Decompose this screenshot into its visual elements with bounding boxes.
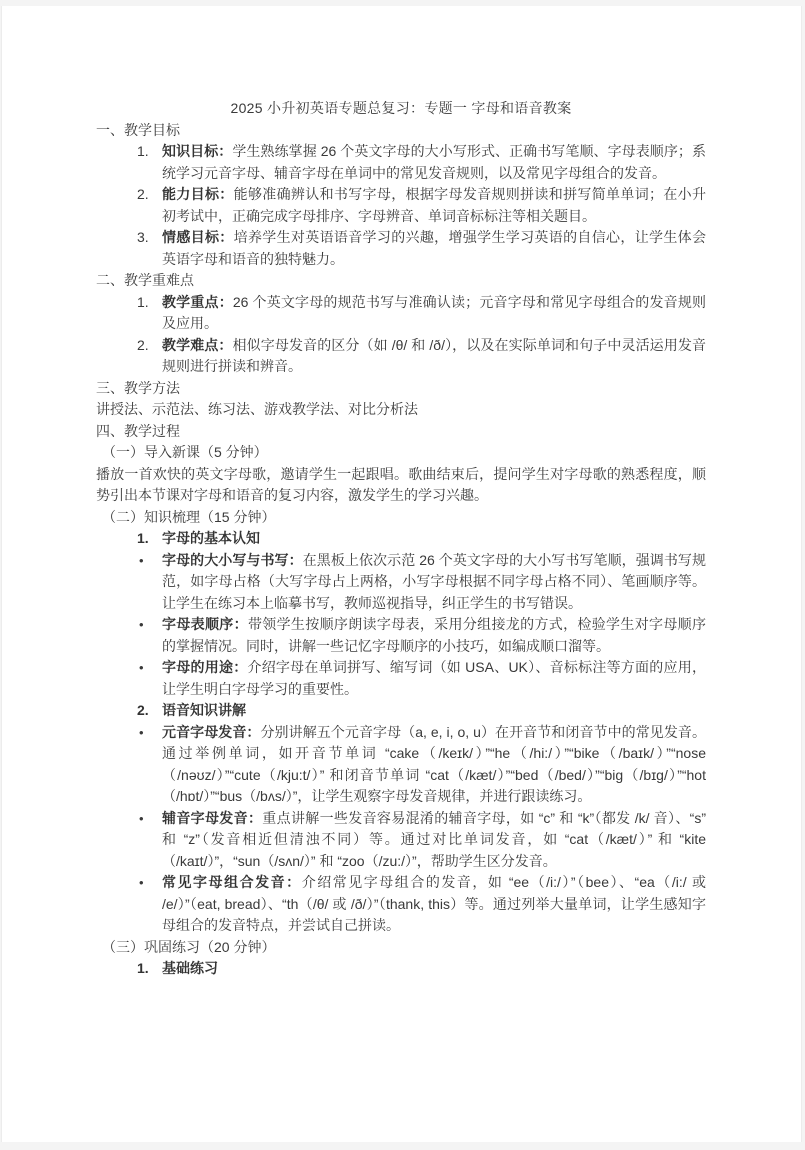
subheading-lead-in: （一）导入新课（5 分钟） <box>102 444 268 460</box>
item-text: 能够准确辨认和书写字母，根据字母发音规则拼读和拼写简单单词；在小升初考试中，正确完成字母排序、字母辨音、单词音标标注等相关题目。 <box>162 186 707 224</box>
bullet-label: 字母表顺序： <box>162 616 248 632</box>
difficulty-item <box>96 335 706 378</box>
objective-item-knowledge <box>96 141 706 184</box>
group-title: 语音知识讲解 <box>162 702 246 718</box>
bullet-body <box>162 808 706 873</box>
bullet-body <box>162 722 706 808</box>
item-body <box>162 292 706 335</box>
item-body <box>162 335 706 378</box>
item-number: 1. <box>137 143 149 159</box>
item-text: 26 个英文字母的规范书写与准确认读；元音字母和常见字母组合的发音规则及应用。 <box>162 293 706 331</box>
heading-teaching-methods: 三、教学方法 <box>96 379 180 396</box>
group-number: 1. <box>137 530 149 546</box>
bullet-label: 元音字母发音： <box>162 723 261 740</box>
group-title: 基础练习 <box>162 960 218 976</box>
bullet-text: 带领学生按顺序朗读字母表，采用分组接龙的方式，检验学生对字母顺序的掌握情况。同时，讲解一些记忆字母顺序的小技巧，如编成顺口溜等。 <box>162 616 707 654</box>
document-content <box>2 6 801 980</box>
bullet-text: 重点讲解一些发音容易混淆的辅音字母，如 “c” 和 “k”（都发 /k/ 音）、“s” 和 “z”（发音相近但清浊不同）等。通过对比单词发音，如 “cat（/kæt/）” 和 “kite（/kaɪt/）”，“sun（/sʌn/）” 和 “zoo（/zu:/）”，帮助学生区分发音。 <box>162 809 706 869</box>
subheading-knowledge-review: （二）知识梳理（15 分钟） <box>102 508 276 525</box>
keypoint-item <box>96 292 706 335</box>
item-label: 情感目标： <box>162 229 234 245</box>
item-label: 能力目标： <box>162 186 234 202</box>
item-label: 教学难点： <box>162 336 233 353</box>
item-number: 1. <box>137 293 149 310</box>
bullet-label: 辅音字母发音： <box>162 809 263 826</box>
bullet-item-letter-usage <box>96 657 706 700</box>
group-title: 字母的基本认知 <box>162 530 260 546</box>
doc-title: 2025 小升初英语专题总复习：专题一 字母和语音教案 <box>230 100 572 116</box>
bullet-label: 常见字母组合发音： <box>162 874 302 890</box>
lead-in-paragraph: 播放一首欢快的英文字母歌，邀请学生一起跟唱。歌曲结束后，提问学生对字母歌的熟悉程度，顺势引出本节课对字母和语音的复习内容，激发学生的学习兴趣。 <box>96 465 706 503</box>
bullet-icon: • <box>139 552 144 568</box>
item-number: 3. <box>137 229 149 245</box>
bullet-text: 分别讲解五个元音字母（a, e, i, o, u）在开音节和闭音节中的常见发音。通过举例单词，如开音节单词 “cake（/keɪk/）”“he（/hi:/）”“bike（/baɪk/）”“nose（/nəʊz/）”“cute（/kju:t/）” 和闭音节单词 “cat（/kæt/）”“bed（/bed/）”“big（/bɪg/）”“hot（/hɒt/）”“bus（/bʌs/）”，让学生观察字母发音规律，并进行跟读练习。 <box>162 723 706 804</box>
heading-key-difficult-points: 二、教学重难点 <box>96 272 194 288</box>
item-text: 相似字母发音的区分（如 /θ/ 和 /ð/），以及在实际单词和句子中灵活运用发音规则进行拼读和辨音。 <box>162 336 706 374</box>
bullet-item-letter-writing <box>96 550 706 615</box>
heading-teaching-objectives: 一、教学目标 <box>96 121 180 138</box>
item-label: 教学重点： <box>162 293 233 310</box>
item-body <box>162 141 706 184</box>
group-number: 1. <box>137 960 149 976</box>
item-number: 2. <box>137 186 149 202</box>
bullet-body <box>162 657 706 700</box>
teaching-methods-text: 讲授法、示范法、练习法、游戏教学法、对比分析法 <box>96 401 418 417</box>
document-page <box>1 6 802 1142</box>
objective-item-ability <box>96 184 706 227</box>
bullet-text: 介绍字母在单词拼写、缩写词（如 USA、UK）、音标标注等方面的应用，让学生明白字母学习的重要性。 <box>162 659 707 697</box>
bullet-text: 在黑板上依次示范 26 个英文字母的大小写书写笔顺，强调书写规范，如字母占格（大写字母占上两格，小写字母根据不同字母占格不同）、笔画顺序等。让学生在练习本上临摹书写，教师巡视指导，纠正学生的书写错误。 <box>162 551 706 611</box>
bullet-body <box>162 872 706 937</box>
bullet-item-consonant-sounds <box>96 808 706 873</box>
bullet-item-vowel-sounds <box>96 722 706 808</box>
bullet-icon: • <box>139 810 144 826</box>
bullet-icon: • <box>139 724 144 740</box>
group-number: 2. <box>137 702 149 718</box>
bullet-icon: • <box>139 617 144 632</box>
bullet-icon: • <box>139 660 144 675</box>
item-text: 学生熟练掌握 26 个英文字母的大小写形式、正确书写笔顺、字母表顺序；系统学习元音字母、辅音字母在单词中的常见发音规则，以及常见字母组合的发音。 <box>162 143 707 181</box>
group-title-phonetics <box>96 700 706 722</box>
objective-item-emotion <box>96 227 706 270</box>
group-title-letter-basics <box>96 528 706 550</box>
item-text: 培养学生对英语语音学习的兴趣，增强学生学习英语的自信心，让学生体会英语字母和语音的独特魅力。 <box>162 229 707 267</box>
heading-teaching-process: 四、教学过程 <box>96 422 180 439</box>
group-title-basic-practice <box>96 958 706 980</box>
bullet-body <box>162 550 706 615</box>
item-body <box>162 184 706 227</box>
bullet-label: 字母的大小写与书写： <box>162 551 303 568</box>
bullet-label: 字母的用途： <box>162 659 248 675</box>
item-body <box>162 227 706 270</box>
bullet-item-alphabet-order <box>96 614 706 657</box>
bullet-item-letter-combinations <box>96 872 706 937</box>
bullet-text: 介绍常见字母组合的发音，如 “ee（/i:/）”（bee）、“ea（/i:/ 或 /e/）”（eat, bread）、“th（/θ/ 或 /ð/）”（thank, this）等。通过列举大量单词，让学生感知字母组合的发音特点，并尝试自己拼读。 <box>162 874 707 933</box>
item-number: 2. <box>137 336 149 353</box>
bullet-icon: • <box>139 875 144 890</box>
item-label: 知识目标： <box>162 143 233 159</box>
bullet-body <box>162 614 706 657</box>
subheading-consolidation: （三）巩固练习（20 分钟） <box>102 938 276 955</box>
